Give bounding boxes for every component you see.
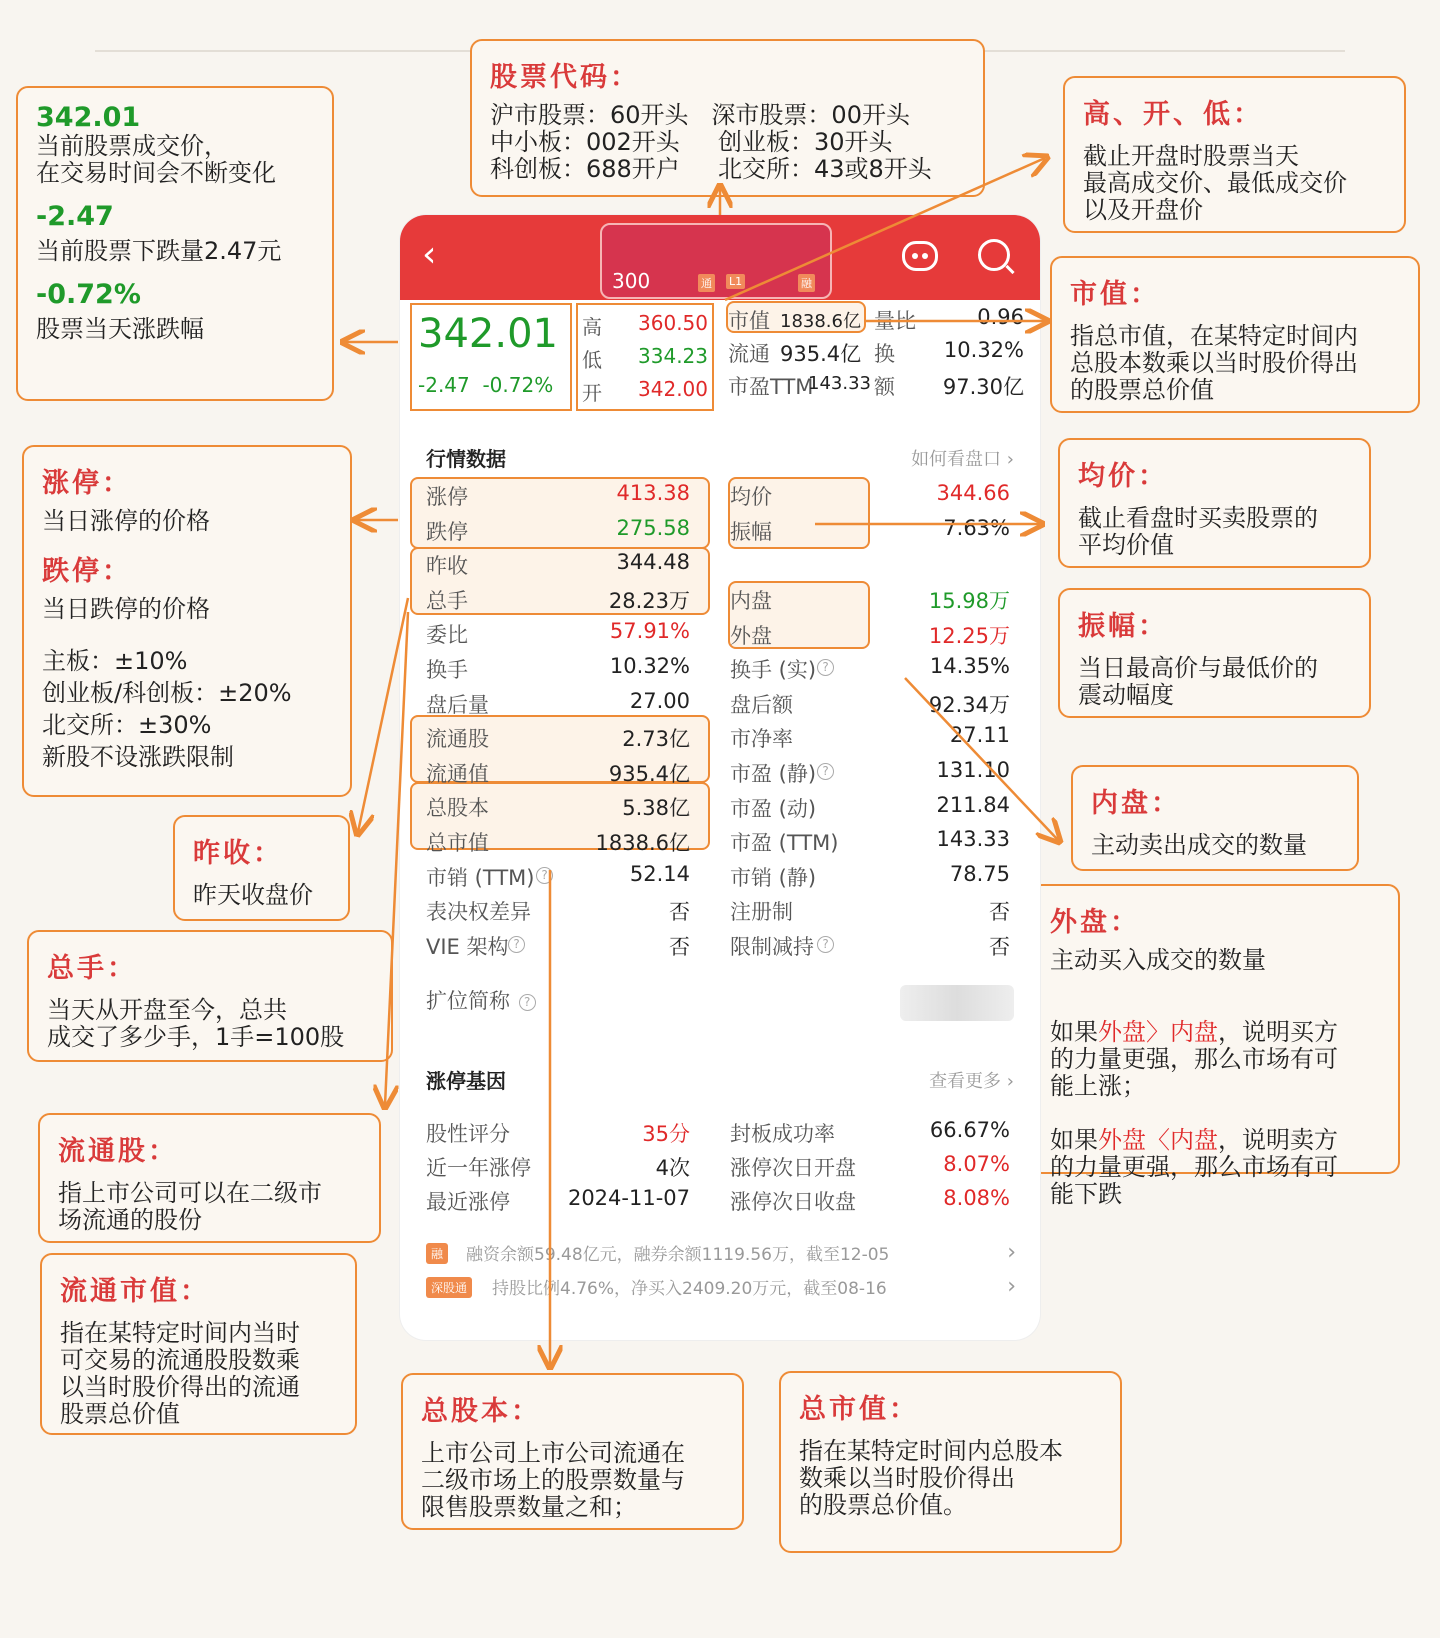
low-label: 低 — [582, 348, 602, 372]
market-value: 413.38 — [616, 481, 690, 505]
gene-key: 涨停次日开盘 — [730, 1156, 856, 1180]
annotation-change-value: -2.47 — [36, 201, 114, 232]
gene-key: 涨停次日收盘 — [730, 1190, 856, 1214]
chevron-right-icon: › — [1006, 449, 1014, 470]
outer-p2-c: ，说明卖方 的力量更强，那么市场有可 能下跌 — [1050, 1126, 1338, 1208]
market-key: 市盈 (动) — [730, 796, 817, 821]
market-value: 131.10 — [936, 758, 1010, 782]
how-to-read-label: 如何看盘口 — [911, 449, 1002, 470]
open-label: 开 — [582, 381, 602, 405]
change-value: -2.47 — [418, 373, 470, 397]
annotation-stock-code-title: 股票代码： — [490, 62, 640, 93]
chevron-right-icon: › — [1006, 1071, 1014, 1092]
pe-label: 市盈TTM — [728, 375, 814, 399]
amount-value: 97.30亿 — [942, 375, 1024, 399]
gene-value: 4次 — [655, 1156, 690, 1180]
market-value: 143.33 — [936, 827, 1010, 852]
market-key: 外盘 — [730, 623, 772, 648]
market-data-title: 行情数据 — [426, 447, 506, 471]
help-icon[interactable]: ? — [817, 763, 834, 780]
market-value: 1838.6亿 — [595, 831, 690, 855]
market-value: 344.66 — [936, 481, 1010, 505]
market-key: 流通股 — [426, 727, 489, 752]
annotation-pct-desc: 股票当天涨跌幅 — [36, 315, 204, 343]
outer-p2-a: 如果 — [1050, 1126, 1098, 1154]
limit-genes-title: 涨停基因 — [426, 1069, 506, 1093]
volratio-label: 量比 — [874, 309, 916, 333]
market-key: 市净率 — [730, 727, 793, 752]
gene-value: 8.07% — [943, 1152, 1010, 1176]
outer-p1-c: ，说明买方 的力量更强，那么市场有可 能上涨； — [1050, 1018, 1338, 1100]
annotation-total-shares-text: 上市公司上市公司流通在 二级市场上的股票数量与 限售股票数量之和； — [421, 1439, 685, 1521]
market-key: 换手 — [426, 658, 468, 682]
back-arrow-icon[interactable]: ‹ — [422, 234, 437, 275]
annotation-stock-code-text: 沪市股票：60开头 深市股票：00开头 中小板：002开头 创业板：30开头 科创板：688开户 北交所：43或8开头 — [490, 101, 932, 183]
gene-key: 最近涨停 — [426, 1190, 510, 1214]
low-value: 334.23 — [638, 344, 708, 368]
market-key: 振幅 — [730, 519, 772, 544]
market-value: 否 — [989, 935, 1010, 959]
market-key: VIE 架构 — [426, 934, 509, 959]
help-icon[interactable]: ? — [508, 936, 525, 953]
market-key: 内盘 — [730, 589, 772, 613]
market-value: 10.32% — [609, 654, 690, 678]
annotation-amp-text: 当日最高价与最低价的 震动幅度 — [1078, 654, 1318, 709]
chevron-right-icon: › — [1007, 1240, 1016, 1265]
market-value: 211.84 — [936, 792, 1010, 817]
amount-label: 额 — [874, 375, 895, 399]
annotation-float-cap-title: 流通市值： — [60, 1276, 210, 1307]
market-key: 昨收 — [426, 554, 468, 579]
market-value: 92.34万 — [928, 692, 1010, 717]
see-more-label: 查看更多 — [929, 1071, 1002, 1092]
market-key: 市销 (TTM) — [426, 865, 535, 890]
help-icon[interactable]: ? — [536, 867, 553, 884]
annotation-outer-title: 外盘： — [1050, 907, 1140, 938]
annotation-limit-up-title: 涨停： — [42, 468, 132, 499]
gene-key: 近一年涨停 — [426, 1156, 531, 1180]
margin-text: 融资余额59.48亿元，融券余额1119.56万，截至12-05 — [466, 1245, 890, 1265]
market-key: 涨停 — [426, 485, 468, 509]
margin-tag: 融 — [426, 1243, 448, 1264]
float-value: 935.4亿 — [780, 342, 862, 366]
market-value: 12.25万 — [928, 623, 1010, 648]
market-key: 跌停 — [426, 519, 468, 544]
market-value: 15.98万 — [928, 589, 1010, 613]
annotation-price-desc: 当前股票成交价， 在交易时间会不断变化 — [36, 132, 276, 187]
expand-name-text: 扩位简称 — [426, 989, 510, 1013]
annotation-limit-rules: 主板：±10% 创业板/科创板：±20% 北交所：±30% 新股不设涨跌限制 — [42, 647, 292, 771]
change-pct: -0.72% — [482, 373, 554, 397]
gene-key: 封板成功率 — [730, 1122, 835, 1146]
market-key: 盘后额 — [730, 692, 793, 717]
market-value: 28.23万 — [608, 588, 690, 613]
market-key: 市盈 (TTM) — [730, 831, 839, 856]
annotation-outer-text: 主动买入成交的数量 — [1050, 946, 1266, 974]
connect-text: 持股比例4.76%，净买入2409.20万元，截至08-16 — [492, 1279, 887, 1299]
market-key: 市销 (静) — [730, 865, 817, 890]
chevron-right-icon: › — [1007, 1274, 1016, 1299]
market-key: 注册制 — [730, 900, 793, 925]
help-icon[interactable]: ? — [519, 994, 536, 1011]
gene-key: 股性评分 — [426, 1122, 510, 1146]
annotation-volume-title: 总手： — [47, 953, 137, 984]
arrow-hlo — [725, 158, 1045, 300]
market-value: 5.38亿 — [622, 796, 690, 821]
float-label: 流通 — [728, 342, 770, 366]
market-value: 否 — [669, 900, 690, 925]
market-value: 27.11 — [949, 723, 1010, 748]
mktcap-value: 1838.6亿 — [780, 311, 861, 332]
annotation-prev-title: 昨收： — [193, 838, 283, 869]
market-key: 表决权差异 — [426, 900, 531, 925]
annotation-inner-title: 内盘： — [1091, 788, 1181, 819]
market-value: 78.75 — [949, 861, 1010, 886]
market-value: 344.48 — [616, 550, 690, 575]
gene-value: 2024-11-07 — [567, 1186, 690, 1210]
annotation-hlo-text: 截止开盘时股票当天 最高成交价、最低成交价 以及开盘价 — [1083, 142, 1347, 224]
market-value: 14.35% — [929, 654, 1010, 679]
annotation-prev-text: 昨天收盘价 — [193, 881, 313, 909]
market-key: 换手 (实) — [730, 658, 817, 683]
turnover-label: 换 — [874, 342, 895, 366]
annotation-limit-up-text: 当日涨停的价格 — [42, 507, 210, 535]
annotation-hlo-title: 高、开、低： — [1083, 99, 1263, 130]
high-label: 高 — [582, 315, 602, 339]
market-key: 总市值 — [426, 831, 489, 855]
market-key: 限制减持 — [730, 935, 814, 959]
annotation-mktcap-text: 指总市值，在某特定时间内 总股本数乘以当时股价得出 的股票总价值 — [1070, 322, 1358, 404]
connect-tag: 深股通 — [426, 1277, 472, 1298]
help-icon[interactable]: ? — [817, 659, 834, 676]
market-key: 流通值 — [426, 761, 489, 786]
annotation-avg-text: 截止看盘时买卖股票的 平均价值 — [1078, 504, 1318, 559]
turnover-value: 10.32% — [943, 338, 1024, 362]
current-price: 342.01 — [418, 311, 558, 357]
market-value: 否 — [669, 934, 690, 959]
annotation-mktcap-title: 市值： — [1070, 279, 1160, 310]
gene-value: 8.08% — [943, 1186, 1010, 1210]
market-value: 2.73亿 — [622, 727, 690, 752]
market-value: 否 — [989, 900, 1010, 925]
annotation-float-shares-text: 指上市公司可以在二级市 场流通的股份 — [58, 1179, 322, 1234]
gene-value: 66.67% — [929, 1118, 1010, 1142]
outer-p1-b: 外盘〉内盘 — [1098, 1018, 1218, 1046]
annotation-float-shares-title: 流通股： — [58, 1136, 178, 1167]
open-value: 342.00 — [638, 377, 708, 401]
annotation-total-cap-text: 指在某特定时间内总股本 数乘以当时股价得出 的股票总价值。 — [799, 1437, 1063, 1519]
annotation-avg-title: 均价： — [1078, 461, 1168, 492]
market-value: 7.63% — [943, 515, 1010, 540]
outer-p1-a: 如果 — [1050, 1018, 1098, 1046]
market-value: 935.4亿 — [608, 761, 690, 786]
gene-value: 35分 — [642, 1122, 690, 1146]
market-key: 市盈 (静) — [730, 762, 817, 786]
mktcap-label: 市值 — [728, 309, 770, 333]
tag-tong: 通 — [698, 274, 715, 292]
annotation-amp-title: 振幅： — [1078, 611, 1168, 642]
annotation-float-cap-text: 指在某特定时间内当时 可交易的流通股股数乘 以当时股价得出的流通 股票总价值 — [60, 1319, 300, 1428]
market-key: 盘后量 — [426, 692, 489, 717]
help-icon[interactable]: ? — [817, 936, 834, 953]
stock-code: 300 — [612, 269, 651, 293]
volratio-value: 0.96 — [977, 305, 1024, 329]
tag-rong: 融 — [798, 274, 815, 292]
arrow-inner — [905, 678, 1058, 840]
market-value: 27.00 — [629, 688, 690, 713]
pe-value: 143.33 — [808, 373, 871, 394]
annotation-pct-value: -0.72% — [36, 279, 141, 310]
annotation-limit-down-title: 跌停： — [42, 556, 132, 587]
market-value: 52.14 — [629, 861, 690, 886]
market-key: 均价 — [730, 485, 772, 509]
tag-l1: L1 — [726, 274, 745, 289]
high-value: 360.50 — [638, 311, 708, 335]
annotation-price-value: 342.01 — [36, 102, 141, 133]
outer-p2-b: 外盘〈内盘 — [1098, 1126, 1218, 1154]
annotation-limit-down-text: 当日跌停的价格 — [42, 595, 210, 623]
annotation-total-shares-title: 总股本： — [421, 1396, 541, 1427]
market-value: 275.58 — [616, 515, 690, 540]
market-key: 总手 — [426, 588, 468, 613]
annotation-volume-text: 当天从开盘至今，总共 成交了多少手，1手=100股 — [47, 996, 345, 1051]
market-key: 总股本 — [426, 796, 489, 821]
annotation-total-cap-title: 总市值： — [799, 1394, 919, 1425]
market-value: 57.91% — [609, 619, 690, 644]
annotation-inner-text: 主动卖出成交的数量 — [1091, 831, 1307, 859]
annotation-change-desc: 当前股票下跌量2.47元 — [36, 237, 282, 265]
market-key: 委比 — [426, 623, 468, 648]
